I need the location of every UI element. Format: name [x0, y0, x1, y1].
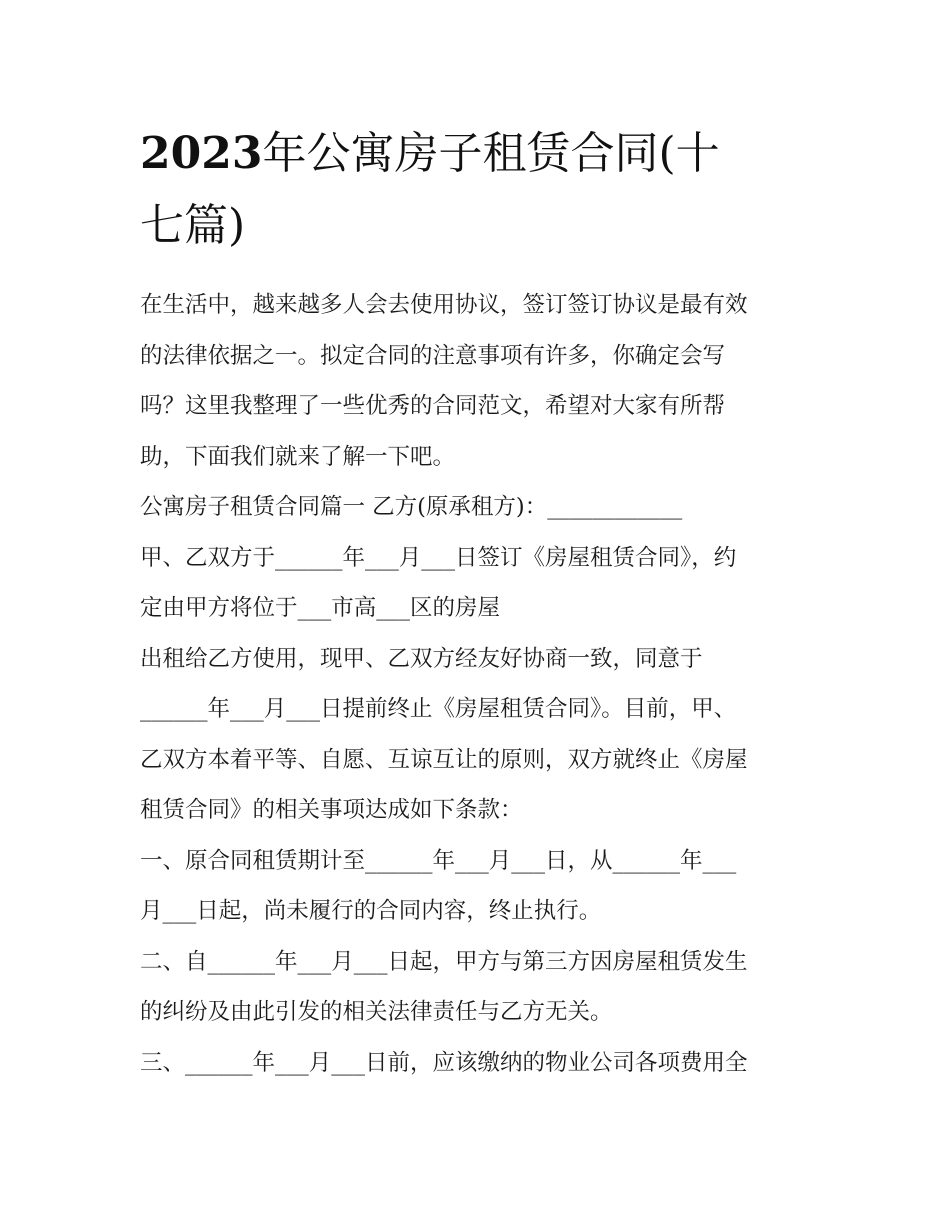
body-line: 的法律依据之一。拟定合同的注意事项有许多，你确定会写: [140, 342, 726, 369]
body-line: 出租给乙方使用，现甲、乙双方经友好协商一致，同意于: [140, 645, 703, 672]
body-line: 一、原合同租赁期计至______年___月___日，从______年___: [140, 847, 737, 874]
body-line: 三、______年___月___日前，应该缴纳的物业公司各项费用全: [140, 1049, 748, 1076]
body-line: 助，下面我们就来了解一下吧。: [140, 443, 456, 470]
title-year: 2023: [140, 128, 263, 179]
body-line: ______年___月___日提前终止《房屋租赁合同》。目前，甲、: [140, 696, 737, 722]
body-line: 的纠纷及由此引发的相关法律责任与乙方无关。: [140, 999, 613, 1025]
title-line2: 七篇): [140, 200, 246, 251]
body-line: 乙双方本着平等、自愿、互谅互让的原则，双方就终止《房屋: [140, 746, 748, 773]
document-title: [140, 118, 820, 262]
body-line: 吗？这里我整理了一些优秀的合同范文，希望对大家有所帮: [140, 393, 726, 419]
title-line1-rest: 年公寓房子租赁合同(十: [262, 128, 720, 179]
body-line: 定由甲方将位于___市高___区的房屋: [140, 595, 501, 621]
body-line: 甲、乙双方于______年___月___日签订《房屋租赁合同》，约: [140, 544, 737, 571]
body-line: 租赁合同》的相关事项达成如下条款：: [140, 797, 523, 823]
body-line: 公寓房子租赁合同篇一 乙方(原承租方)：____________: [140, 494, 683, 520]
document-body: [140, 280, 830, 1088]
body-line: 二、自______年___月___日起，甲方与第三方因房屋租赁发生: [140, 948, 748, 975]
body-line: 月___日起，尚未履行的合同内容，终止执行。: [140, 898, 602, 924]
body-line: 在生活中，越来越多人会去使用协议，签订签订协议是最有效: [140, 292, 748, 318]
